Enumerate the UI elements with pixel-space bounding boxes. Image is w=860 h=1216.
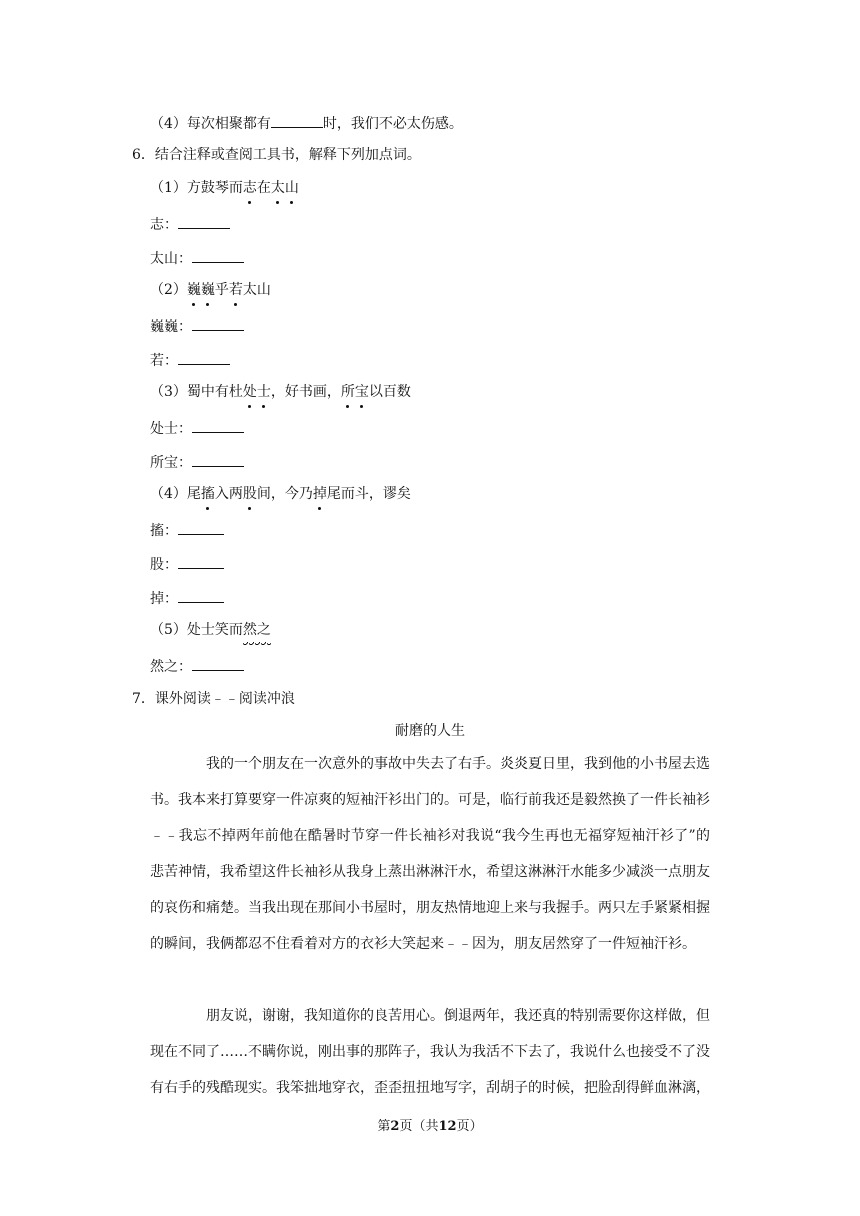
- q6-s3-text: （3）蜀中有杜: [150, 384, 243, 400]
- dotted-char: 巍: [200, 282, 215, 298]
- answer-label: 志：: [150, 217, 178, 233]
- q6-s2-hu: 乎: [214, 282, 229, 298]
- answer-label: 搐：: [150, 523, 178, 539]
- answer-line-zhi: [150, 213, 230, 235]
- dotted-char: 所: [340, 384, 355, 400]
- answer-line-ranzhi: [150, 655, 244, 677]
- answer-label: 若：: [150, 353, 178, 369]
- answer-blank[interactable]: [271, 112, 323, 128]
- answer-label: 然之：: [150, 659, 192, 675]
- answer-line-weiwei: [150, 315, 244, 337]
- dotted-char: 山: [284, 180, 299, 196]
- q6-sentence-3: [150, 382, 411, 402]
- q6-sentence-4: [150, 484, 411, 504]
- answer-blank[interactable]: [178, 519, 224, 535]
- question-6-heading: 6．结合注释或查阅工具书，解释下列加点词。: [132, 147, 421, 163]
- dotted-word-ruo: 若: [228, 282, 243, 298]
- answer-label: 股：: [150, 557, 178, 573]
- paragraph-2-text: 朋友说，谢谢，我知道你的良苦用心。倒退两年，我还真的特别需要你这样做，但现在不同了……不瞒你说，刚出事的那阵子，我认为我活不下去了，我说什么也接受不了没有右手的残酷现实。我笨拙地穿衣，歪歪扭扭地写字，刮胡子的时候，把脸刮得鲜血淋漓，: [150, 1008, 710, 1096]
- answer-label: 处士：: [150, 421, 192, 437]
- q6-s4-mid2: 间，今乃: [256, 486, 313, 502]
- answer-line-ruo: [150, 349, 230, 371]
- dotted-word-suobao: [341, 384, 369, 400]
- answer-blank[interactable]: [192, 315, 244, 331]
- footer-post: 页）: [456, 1119, 483, 1134]
- answer-line-taishan: [150, 247, 244, 269]
- q6-sentence-1: [150, 178, 299, 198]
- footer-mid: 页（共: [399, 1119, 439, 1134]
- answer-label: 巍巍：: [150, 319, 192, 335]
- answer-line-diao: [150, 587, 224, 609]
- dotted-word-weiwei: [187, 282, 215, 298]
- page-footer: [0, 1118, 860, 1136]
- article-paragraph-2: [150, 998, 710, 1106]
- q6-s1-text: （1）方鼓琴而: [150, 180, 243, 196]
- answer-blank[interactable]: [192, 417, 244, 433]
- dotted-char: 处: [242, 384, 257, 400]
- article-title: 耐磨的人生: [395, 723, 465, 739]
- answer-blank[interactable]: [192, 247, 244, 263]
- dotted-word-taishan: [271, 180, 299, 196]
- q6-s3-mid: ，好书画，: [270, 384, 341, 400]
- page-number: 2: [390, 1119, 400, 1134]
- page-total: 12: [438, 1119, 457, 1134]
- q6-s2-num: （2）: [150, 282, 187, 298]
- answer-blank[interactable]: [192, 655, 244, 671]
- dotted-word-chu: 搐: [200, 486, 215, 502]
- dotted-word-chushi: [243, 384, 271, 400]
- answer-line-chu: [150, 519, 224, 541]
- dotted-word-zhi: 志: [242, 180, 257, 196]
- question-7-heading: 7．课外阅读﹣﹣阅读冲浪: [132, 691, 295, 707]
- answer-label: 所宝：: [150, 455, 192, 471]
- answer-blank[interactable]: [178, 587, 224, 603]
- article-paragraph-1: [150, 746, 710, 962]
- q6-s4-mid1: 入两: [214, 486, 243, 502]
- answer-line-gu: [150, 553, 224, 575]
- q6-s3-rest: 以百数: [368, 384, 411, 400]
- q6-sentence-5: [150, 620, 271, 640]
- answer-line-chushi: [150, 417, 244, 439]
- paragraph-1-text: 我的一个朋友在一次意外的事故中失去了右手。炎炎夏日里，我到他的小书屋去选书。我本来打算要穿一件凉爽的短袖汗衫出门的。可是，临行前我还是毅然换了一件长袖衫﹣﹣我忘不掉两年前他在酷暑时节穿一件长袖衫对我说“我今生再也无福穿短袖汗衫了”的悲苦神情，我希望这件长袖衫从我身上蒸出淋淋汗水，希望这淋淋汗水能多少减淡一点朋友的哀伤和痛楚。当我出现在那间小书屋时，朋友热情地迎上来与我握手。两只左手紧紧相握的瞬间，我俩都忍不住看着对方的衣衫大笑起来﹣﹣因为，朋友居然穿了一件短袖汗衫。: [150, 756, 710, 952]
- q6-s1-mid: 在: [256, 180, 271, 196]
- footer-pre: 第: [377, 1119, 391, 1134]
- q6-s5-text: （5）处士笑而: [150, 622, 243, 638]
- answer-blank[interactable]: [192, 451, 244, 467]
- wavy-word-ranzhi: 然之: [242, 622, 271, 638]
- answer-label: 掉：: [150, 591, 178, 607]
- question-5-item-4: [150, 112, 463, 134]
- dotted-char: 太: [270, 180, 285, 196]
- q6-s4-num: （4）尾: [150, 486, 201, 502]
- answer-blank[interactable]: [178, 213, 230, 229]
- dotted-char: 士: [256, 384, 271, 400]
- q6-s2-rest: 太山: [242, 282, 271, 298]
- q6-s4-rest: 尾而斗，谬矣: [326, 486, 411, 502]
- dotted-word-gu: 股: [242, 486, 257, 502]
- answer-blank[interactable]: [178, 349, 230, 365]
- answer-label: 太山：: [150, 251, 192, 267]
- dotted-char: 宝: [354, 384, 369, 400]
- q5-4-prefix: （4）每次相聚都有: [150, 116, 271, 132]
- answer-line-suobao: [150, 451, 244, 473]
- dotted-char: 巍: [186, 282, 201, 298]
- q5-4-suffix: 时，我们不必太伤感。: [322, 116, 463, 132]
- answer-blank[interactable]: [178, 553, 224, 569]
- q6-sentence-2: [150, 280, 271, 300]
- dotted-word-diao: 掉: [312, 486, 327, 502]
